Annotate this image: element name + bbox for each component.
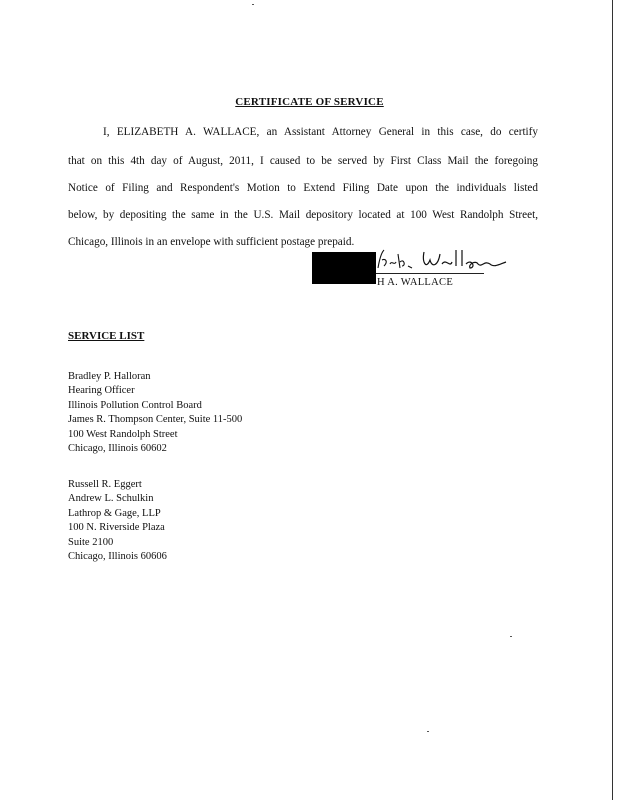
certificate-title: CERTIFICATE OF SERVICE [235,96,384,108]
recipient-address-block [68,370,242,456]
address-line: Hearing Officer [68,385,135,397]
page-edge-line [612,0,613,800]
address-line: Andrew L. Schulkin [68,493,154,505]
scan-speck [252,4,254,5]
service-list-title: SERVICE LIST [68,330,145,342]
address-line: Illinois Pollution Control Board [68,399,202,411]
certificate-line: I, ELIZABETH A. WALLACE, an Assistant Attorney General in this case, do certify [103,126,538,138]
address-line: Suite 2100 [68,536,114,548]
address-line: Lathrop & Gage, LLP [68,507,161,519]
redaction-box [312,252,376,284]
address-line: Chicago, Illinois 60602 [68,443,167,455]
recipient-address-block [68,478,167,564]
address-line: 100 West Randolph Street [68,428,178,440]
address-line: Chicago, Illinois 60606 [68,551,167,563]
signature-block [312,246,512,290]
scan-speck [427,731,429,732]
address-line: 100 N. Riverside Plaza [68,522,165,534]
address-line: Russell R. Eggert [68,479,142,490]
certificate-line: Chicago, Illinois in an envelope with sufficient postage prepaid. [68,236,355,248]
handwritten-signature [372,246,512,276]
signer-printed-name: H A. WALLACE [377,277,454,288]
certificate-line: that on this 4th day of August, 2011, I caused to be served by First Class Mail the foregoing [68,155,538,167]
address-line: Bradley P. Halloran [68,371,151,382]
scan-speck [510,636,512,637]
certificate-line: Notice of Filing and Respondent's Motion to Extend Filing Date upon the individuals listed [68,182,538,194]
address-line: James R. Thompson Center, Suite 11-500 [68,414,243,426]
certificate-line: below, by depositing the same in the U.S. Mail depository located at 100 West Randolph Street, [68,209,538,221]
signature-line [376,273,484,274]
